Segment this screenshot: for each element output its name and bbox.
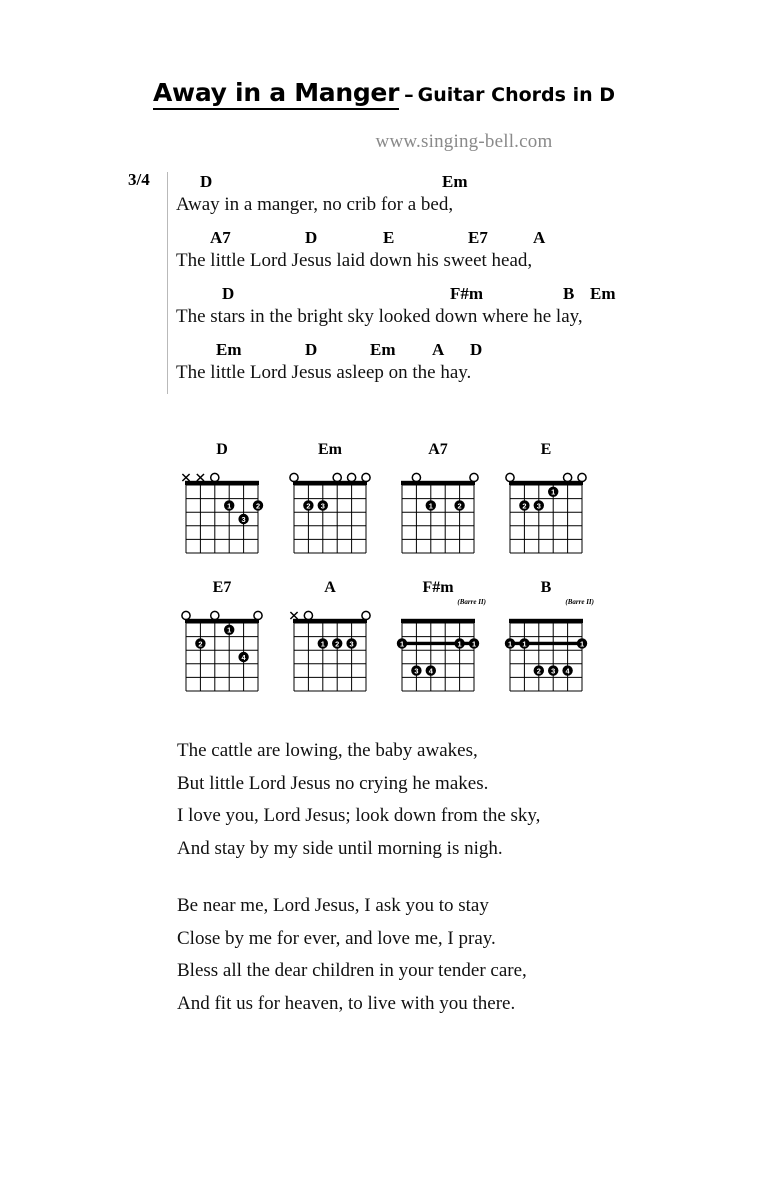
chord-label: Em bbox=[216, 340, 242, 359]
svg-text:4: 4 bbox=[241, 652, 246, 662]
lyric-line: Away in a manger, no crib for a bed, bbox=[176, 194, 454, 215]
chord-row bbox=[176, 228, 696, 252]
time-signature: 3/4 bbox=[128, 170, 150, 189]
song-line bbox=[176, 228, 696, 284]
chord-label: D bbox=[470, 340, 483, 359]
chord-diagram-name: A7 bbox=[428, 441, 448, 458]
svg-text:1: 1 bbox=[457, 639, 462, 649]
svg-text:1: 1 bbox=[227, 501, 232, 511]
chord-diagram bbox=[494, 440, 598, 569]
barre-label bbox=[170, 597, 274, 607]
chord-diagram-row bbox=[170, 578, 610, 716]
song-title: Away in a Manger bbox=[153, 78, 399, 110]
fretboard-grid bbox=[386, 607, 490, 707]
svg-text:2: 2 bbox=[255, 501, 261, 511]
svg-text:1: 1 bbox=[428, 501, 433, 511]
svg-text:1: 1 bbox=[579, 639, 585, 649]
chord-label: E bbox=[383, 228, 395, 247]
svg-text:4: 4 bbox=[565, 666, 570, 676]
chord-label: A7 bbox=[210, 228, 231, 247]
verse-line: Bless all the dear children in your tender care, bbox=[177, 960, 527, 981]
chord-diagram-name: Em bbox=[318, 441, 342, 458]
svg-text:1: 1 bbox=[399, 639, 405, 649]
lyric-line: The little Lord Jesus laid down his sweet head, bbox=[176, 250, 533, 271]
title-dash: – bbox=[404, 84, 414, 106]
chord-diagram-name: B bbox=[540, 579, 552, 596]
website-url: www.singing-bell.com bbox=[375, 131, 553, 152]
chords-and-lyrics bbox=[176, 172, 696, 396]
svg-text:2: 2 bbox=[522, 501, 527, 511]
page-title bbox=[0, 78, 768, 107]
chord-diagram-name: E bbox=[540, 441, 552, 458]
chord-label: D bbox=[222, 284, 235, 303]
verse-line: And stay by my side until morning is nigh. bbox=[177, 837, 503, 859]
verse-line: And fit us for heaven, to live with you there. bbox=[177, 992, 516, 1014]
chord-label: Em bbox=[370, 340, 396, 359]
chord-label: B bbox=[563, 284, 575, 303]
lyric-line: The stars in the bright sky looked down where he lay, bbox=[176, 306, 583, 327]
barre-label bbox=[386, 459, 490, 469]
fretboard-grid bbox=[278, 607, 382, 707]
svg-text:3: 3 bbox=[320, 501, 325, 511]
svg-text:1: 1 bbox=[551, 487, 556, 497]
chord-label: F#m bbox=[450, 284, 484, 303]
svg-text:1: 1 bbox=[522, 639, 527, 649]
barre-label: (Barre II) bbox=[457, 598, 486, 606]
verse-line: I love you, Lord Jesus; look down from the sky, bbox=[177, 805, 541, 826]
svg-text:1: 1 bbox=[320, 639, 325, 649]
verse bbox=[177, 890, 527, 1020]
song-line bbox=[176, 172, 696, 228]
chord-label: D bbox=[305, 228, 318, 247]
verse-line: Close by me for ever, and love me, I pray. bbox=[177, 927, 496, 949]
chord-label: D bbox=[305, 340, 318, 359]
svg-text:2: 2 bbox=[335, 639, 340, 649]
chord-row bbox=[176, 340, 696, 364]
chord-label: E7 bbox=[468, 228, 488, 247]
svg-text:2: 2 bbox=[306, 501, 311, 511]
chord-diagram bbox=[386, 440, 490, 569]
verse-line: The cattle are lowing, the baby awakes, bbox=[177, 740, 478, 761]
svg-text:1: 1 bbox=[507, 639, 513, 649]
lyric-line: The little Lord Jesus asleep on the hay. bbox=[176, 362, 472, 383]
song-line bbox=[176, 284, 696, 340]
svg-text:3: 3 bbox=[241, 514, 246, 524]
title-subtitle: Guitar Chords in D bbox=[417, 84, 615, 106]
svg-text:3: 3 bbox=[349, 639, 354, 649]
chord-diagram-row bbox=[170, 440, 610, 578]
chord-diagram bbox=[494, 578, 598, 707]
svg-text:3: 3 bbox=[551, 666, 556, 676]
verse-line: Be near me, Lord Jesus, I ask you to stay bbox=[177, 895, 489, 916]
chord-label: Em bbox=[590, 284, 616, 303]
chord-diagram bbox=[278, 440, 382, 569]
chord-diagram-name: E7 bbox=[212, 579, 232, 596]
barre-label bbox=[278, 459, 382, 469]
svg-text:2: 2 bbox=[198, 639, 203, 649]
svg-text:3: 3 bbox=[536, 501, 541, 511]
barre-label bbox=[170, 459, 274, 469]
chord-diagram bbox=[386, 578, 490, 707]
chord-diagram-name: F#m bbox=[422, 579, 454, 596]
chord-label: Em bbox=[442, 172, 468, 191]
chord-diagram-name: D bbox=[216, 441, 228, 458]
svg-text:2: 2 bbox=[457, 501, 462, 511]
svg-text:1: 1 bbox=[227, 625, 232, 635]
verse-line: But little Lord Jesus no crying he makes. bbox=[177, 772, 489, 794]
fretboard-grid bbox=[494, 469, 598, 569]
chord-label: D bbox=[200, 172, 213, 191]
svg-text:2: 2 bbox=[536, 666, 541, 676]
bar-line bbox=[167, 172, 168, 394]
chord-diagram bbox=[170, 578, 274, 707]
chord-row bbox=[176, 172, 696, 196]
chord-label: A bbox=[432, 340, 445, 359]
chord-label: A bbox=[533, 228, 546, 247]
fretboard-grid bbox=[278, 469, 382, 569]
chord-diagram bbox=[170, 440, 274, 569]
svg-text:4: 4 bbox=[428, 666, 433, 676]
svg-text:3: 3 bbox=[414, 666, 419, 676]
chord-row bbox=[176, 284, 696, 308]
barre-label bbox=[494, 459, 598, 469]
chord-diagram-name: A bbox=[324, 579, 336, 596]
fretboard-grid bbox=[494, 607, 598, 707]
barre-label bbox=[278, 597, 382, 607]
fretboard-grid bbox=[170, 469, 274, 569]
barre-label: (Barre II) bbox=[565, 598, 594, 606]
chord-diagram-chart bbox=[170, 440, 610, 716]
verse bbox=[177, 735, 540, 865]
chord-diagram bbox=[278, 578, 382, 707]
song-line bbox=[176, 340, 696, 396]
fretboard-grid bbox=[170, 607, 274, 707]
fretboard-grid bbox=[386, 469, 490, 569]
svg-text:1: 1 bbox=[471, 639, 477, 649]
